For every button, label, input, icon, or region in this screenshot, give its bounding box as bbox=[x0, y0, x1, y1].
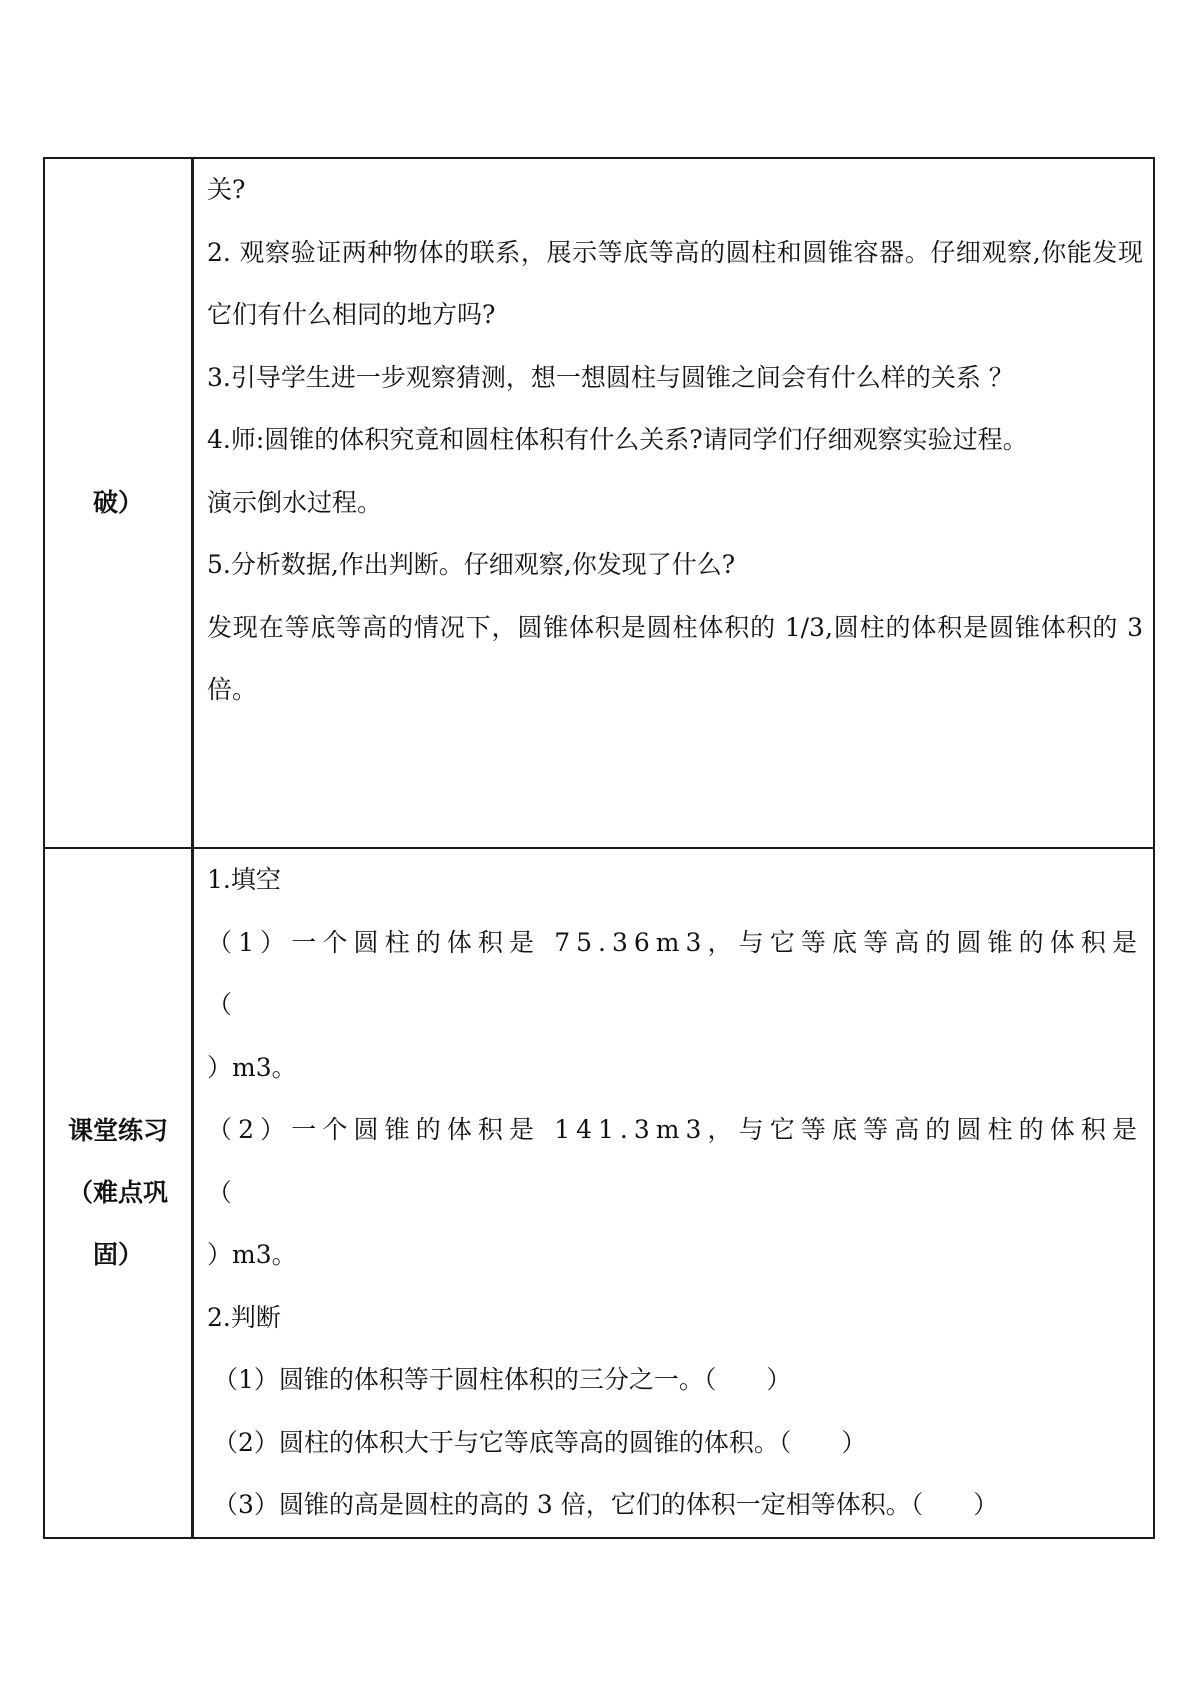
fill-question-2: （2）一个圆锥的体积是 141.3m3，与它等底等高的圆柱的体积是（ bbox=[207, 1115, 1143, 1207]
paragraph-step-3: 3.引导学生进一步观察猜测，想一想圆柱与圆锥之间会有什么样的关系 ？ bbox=[207, 362, 1014, 392]
fill-question-1: （1）一个圆柱的体积是 75.36m3，与它等底等高的圆锥的体积是（ bbox=[207, 927, 1143, 1019]
paragraph-demo: 演示倒水过程。 bbox=[207, 487, 383, 517]
table-row-teaching-process bbox=[44, 158, 1154, 848]
section-title-judge: 2.判断 bbox=[207, 1302, 281, 1332]
judge-item-1: （1）圆锥的体积等于圆柱体积的三分之一。（ ） bbox=[213, 1365, 792, 1394]
row-label-cell bbox=[44, 158, 193, 848]
paragraph-continuation: 关? bbox=[207, 175, 246, 204]
row-label-line: （难点巩 bbox=[67, 1177, 168, 1207]
paragraph-step-2: 2. 观察验证两种物体的联系，展示等底等高的圆柱和圆锥容器。仔细观察,你能发现它们有什么相同的地方吗? bbox=[207, 237, 1143, 329]
lesson-plan-table bbox=[43, 157, 1155, 1539]
row-label-line: 固） bbox=[92, 1239, 143, 1269]
paragraph-step-4: 4.师:圆锥的体积究竟和圆柱体积有什么关系?请同学们仔细观察实验过程。 bbox=[207, 425, 1028, 454]
row-label-cell bbox=[44, 848, 193, 1538]
row-label-line: 破） bbox=[92, 488, 143, 517]
paragraph-step-5: 5.分析数据,作出判断。仔细观察,你发现了什么? bbox=[207, 550, 736, 579]
judge-item-3: （3）圆锥的高是圆柱的高的 3 倍，它们的体积一定相等体积。（ ） bbox=[213, 1490, 999, 1519]
table-row-classroom-practice bbox=[44, 848, 1154, 1538]
row-content-cell bbox=[193, 158, 1155, 848]
judge-item-2: （2）圆柱的体积大于与它等底等高的圆锥的体积。（ ） bbox=[213, 1427, 867, 1457]
paragraph-conclusion: 发现在等底等高的情况下，圆锥体积是圆柱体积的 1/3,圆柱的体积是圆锥体积的 3 倍。 bbox=[207, 612, 1143, 704]
fill-question-2-end: ）m3。 bbox=[207, 1240, 297, 1269]
row-label-line: 课堂练习 bbox=[67, 1115, 168, 1145]
row-content-cell bbox=[193, 848, 1155, 1538]
section-title-fill-blank: 1.填空 bbox=[207, 865, 281, 894]
fill-question-1-end: ）m3。 bbox=[207, 1052, 297, 1082]
